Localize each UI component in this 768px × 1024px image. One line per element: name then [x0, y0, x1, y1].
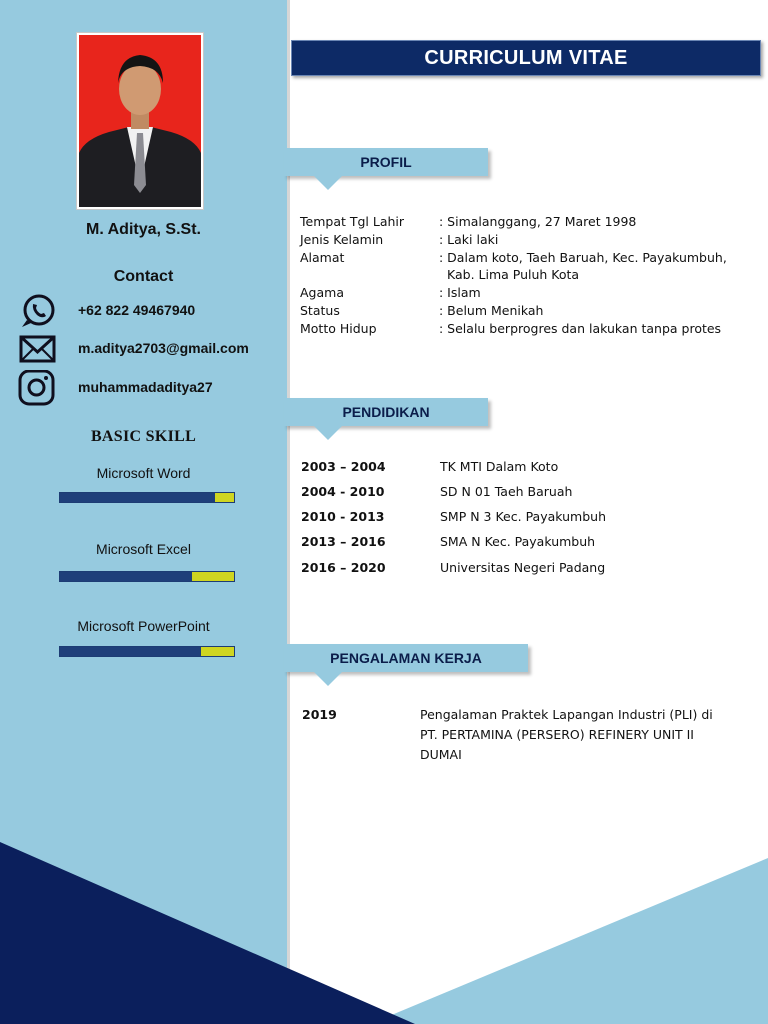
pengalaman-heading: PENGALAMAN KERJA — [330, 650, 482, 666]
profil-key: Tempat Tgl Lahir — [300, 214, 405, 229]
work-description-line: PT. PERTAMINA (PERSERO) REFINERY UNIT II — [420, 727, 694, 742]
education-school: SD N 01 Taeh Baruah — [440, 484, 573, 499]
bottom-right-light-wedge — [370, 858, 768, 1024]
profil-value: : Laki laki — [439, 232, 499, 247]
pendidikan-heading: PENDIDIKAN — [342, 404, 430, 420]
skill-level-fill — [60, 493, 215, 502]
education-school: Universitas Negeri Padang — [440, 560, 606, 575]
skill-level-bar — [59, 646, 235, 657]
profil-value: : Selalu berprogres dan lakukan tanpa protes — [439, 321, 722, 336]
education-years: 2003 – 2004 — [301, 459, 386, 474]
skill-level-fill — [60, 647, 201, 656]
tab-pointer — [314, 672, 342, 686]
contact-email-row[interactable] — [18, 331, 280, 367]
tab-pointer — [314, 426, 342, 440]
profil-value-continued: Kab. Lima Puluh Kota — [447, 267, 580, 282]
contact-instagram: muhammadaditya27 — [78, 379, 213, 395]
education-years: 2016 – 2020 — [301, 560, 386, 575]
work-description-line: DUMAI — [420, 747, 462, 762]
profil-heading: PROFIL — [360, 154, 412, 170]
contact-phone-row[interactable] — [18, 293, 280, 329]
tab-pointer — [314, 176, 342, 190]
profil-value: : Simalanggang, 27 Maret 1998 — [439, 214, 637, 229]
education-years: 2004 - 2010 — [301, 484, 385, 499]
envelope-icon — [18, 331, 58, 367]
education-school: SMP N 3 Kec. Payakumbuh — [440, 509, 606, 524]
page-title: CURRICULUM VITAE — [291, 40, 761, 76]
pengalaman-section-tab — [284, 644, 528, 672]
whatsapp-icon — [18, 293, 58, 329]
contact-instagram-row[interactable] — [18, 370, 280, 406]
bottom-left-navy-wedge — [0, 842, 415, 1024]
skill-level-bar — [59, 571, 235, 582]
skill-name: Microsoft Excel — [96, 541, 191, 557]
skill-level-bar — [59, 492, 235, 503]
profile-photo — [77, 33, 203, 209]
pendidikan-section-tab — [284, 398, 488, 426]
person-name: M. Aditya, S.St. — [86, 221, 201, 238]
profil-key: Motto Hidup — [300, 321, 377, 336]
profil-key: Agama — [300, 285, 344, 300]
education-school: SMA N Kec. Payakumbuh — [440, 534, 596, 549]
work-year: 2019 — [302, 707, 337, 722]
profil-key: Status — [300, 303, 340, 318]
profil-key: Alamat — [300, 250, 345, 265]
skill-name: Microsoft Word — [96, 465, 191, 481]
contact-heading: Contact — [113, 268, 174, 285]
profil-value: : Islam — [439, 285, 481, 300]
profil-value: : Dalam koto, Taeh Baruah, Kec. Payakumbuh, — [439, 250, 727, 265]
contact-email: m.aditya2703@gmail.com — [78, 340, 249, 356]
profil-section-tab — [284, 148, 488, 176]
education-years: 2013 – 2016 — [301, 534, 386, 549]
education-school: TK MTI Dalam Koto — [440, 459, 559, 474]
education-years: 2010 - 2013 — [301, 509, 385, 524]
profil-value: : Belum Menikah — [439, 303, 544, 318]
work-description-line: Pengalaman Praktek Lapangan Industri (PLI) di — [420, 707, 713, 722]
instagram-icon — [18, 370, 58, 406]
contact-phone: +62 822 49467940 — [78, 302, 196, 318]
skill-level-fill — [60, 572, 192, 581]
profil-key: Jenis Kelamin — [300, 232, 384, 247]
skill-name: Microsoft PowerPoint — [77, 618, 210, 634]
basic-skill-heading: BASIC SKILL — [90, 428, 197, 445]
person-portrait-image — [79, 35, 201, 207]
